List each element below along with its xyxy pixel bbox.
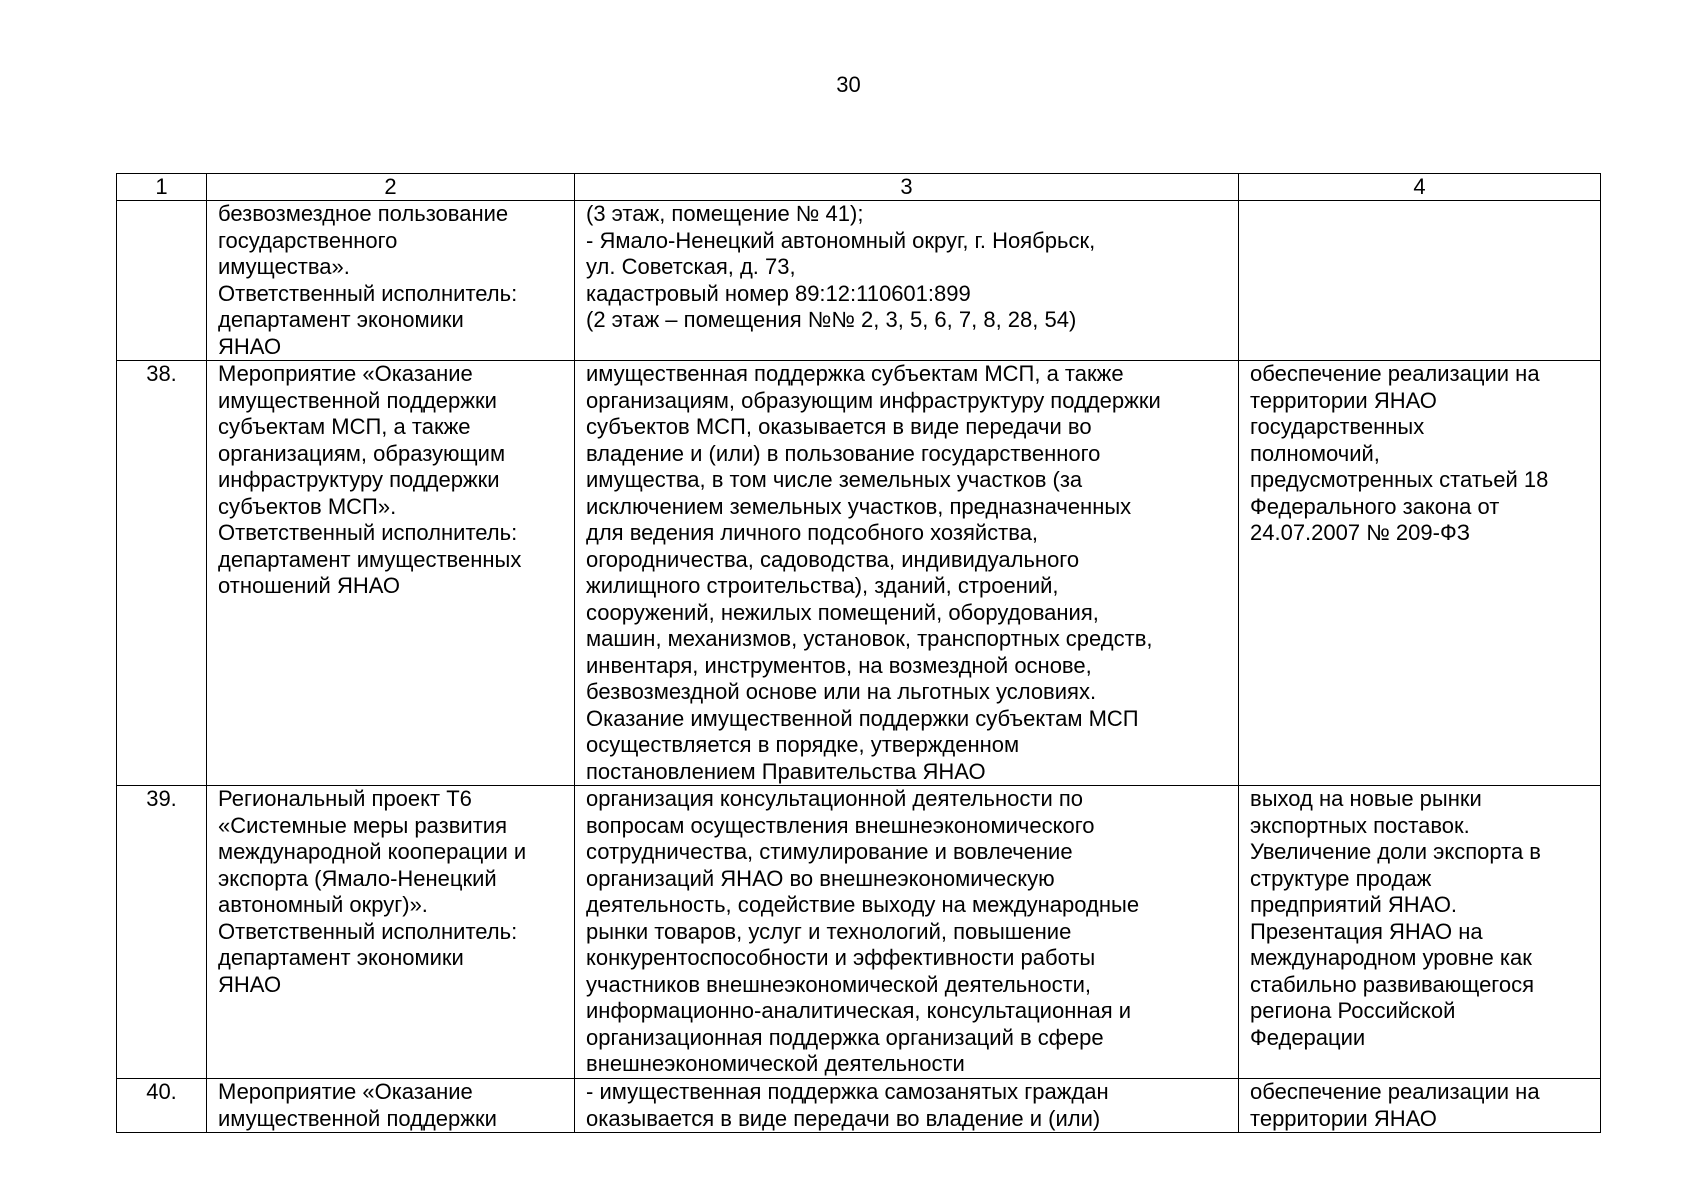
column-header-4: 4: [1239, 174, 1601, 201]
result-cell: выход на новые рынки экспортных поставок. Увеличение доли экспорта в структуре продаж предприятий ЯНАО. Презентация ЯНАО на международном уровне как стабильно развивающегося региона Российской Федерации: [1239, 786, 1601, 1079]
result-cell: обеспечение реализации на территории ЯНАО государственных полномочий, предусмотренных статьей 18 Федерального закона от 24.07.2007 № 209-ФЗ: [1239, 361, 1601, 786]
table-row: [117, 1079, 1601, 1133]
row-number: 38.: [117, 361, 207, 786]
column-header-1: 1: [117, 174, 207, 201]
page-number: 30: [836, 72, 861, 97]
row-number: 39.: [117, 786, 207, 1079]
event-cell: Мероприятие «Оказание имущественной поддержки субъектам МСП, а также организациям, образующим инфраструктуру поддержки субъектов МСП». Ответственный исполнитель: департамент имущественных отношений ЯНАО: [207, 361, 575, 786]
event-cell: Региональный проект Т6 «Системные меры развития международной кооперации и экспорта (Ямало-Ненецкий автономный округ)». Ответственный исполнитель: департамент экономики ЯНАО: [207, 786, 575, 1079]
result-cell: [1239, 201, 1601, 361]
column-header-2: 2: [207, 174, 575, 201]
result-cell: обеспечение реализации на территории ЯНАО: [1239, 1079, 1601, 1133]
content-cell: (3 этаж, помещение № 41); - Ямало-Ненецкий автономный округ, г. Ноябрьск, ул. Советская, д. 73, кадастровый номер 89:12:110601:899 (2 этаж – помещения №№ 2, 3, 5, 6, 7, 8, 28, 54): [575, 201, 1239, 361]
event-cell: безвозмездное пользование государственного имущества». Ответственный исполнитель: департамент экономики ЯНАО: [207, 201, 575, 361]
table-row: [117, 786, 1601, 1079]
table-header-row: [117, 174, 1601, 201]
table-row: [117, 201, 1601, 361]
content-cell: имущественная поддержка субъектам МСП, а также организациям, образующим инфраструктуру поддержки субъектов МСП, оказывается в виде передачи во владение и (или) в пользование государственного имущества, в том числе земельных участков (за исключением земельных участков, предназначенных для ведения личного подсобного хозяйства, огородничества, садоводства, индивидуального жилищного строительства), зданий, строений, сооружений, нежилых помещений, оборудования, машин, механизмов, установок, транспортных средств, инвентаря, инструментов, на возмездной основе, безвозмездной основе или на льготных условиях. Оказание имущественной поддержки субъектам МСП осуществляется в порядке, утвержденном постановлением Правительства ЯНАО: [575, 361, 1239, 786]
event-cell: Мероприятие «Оказание имущественной поддержки: [207, 1079, 575, 1133]
measures-table: [116, 173, 1601, 1133]
content-cell: - имущественная поддержка самозанятых граждан оказывается в виде передачи во владение и (или): [575, 1079, 1239, 1133]
row-number: [117, 201, 207, 361]
table-row: [117, 361, 1601, 786]
content-cell: организация консультационной деятельности по вопросам осуществления внешнеэкономического сотрудничества, стимулирование и вовлечение организаций ЯНАО во внешнеэкономическую деятельность, содействие выходу на международные рынки товаров, услуг и технологий, повышение конкурентоспособности и эффективности работы участников внешнеэкономической деятельности, информационно-аналитическая, консультационная и организационная поддержка организаций в сфере внешнеэкономической деятельности: [575, 786, 1239, 1079]
row-number: 40.: [117, 1079, 207, 1133]
column-header-3: 3: [575, 174, 1239, 201]
